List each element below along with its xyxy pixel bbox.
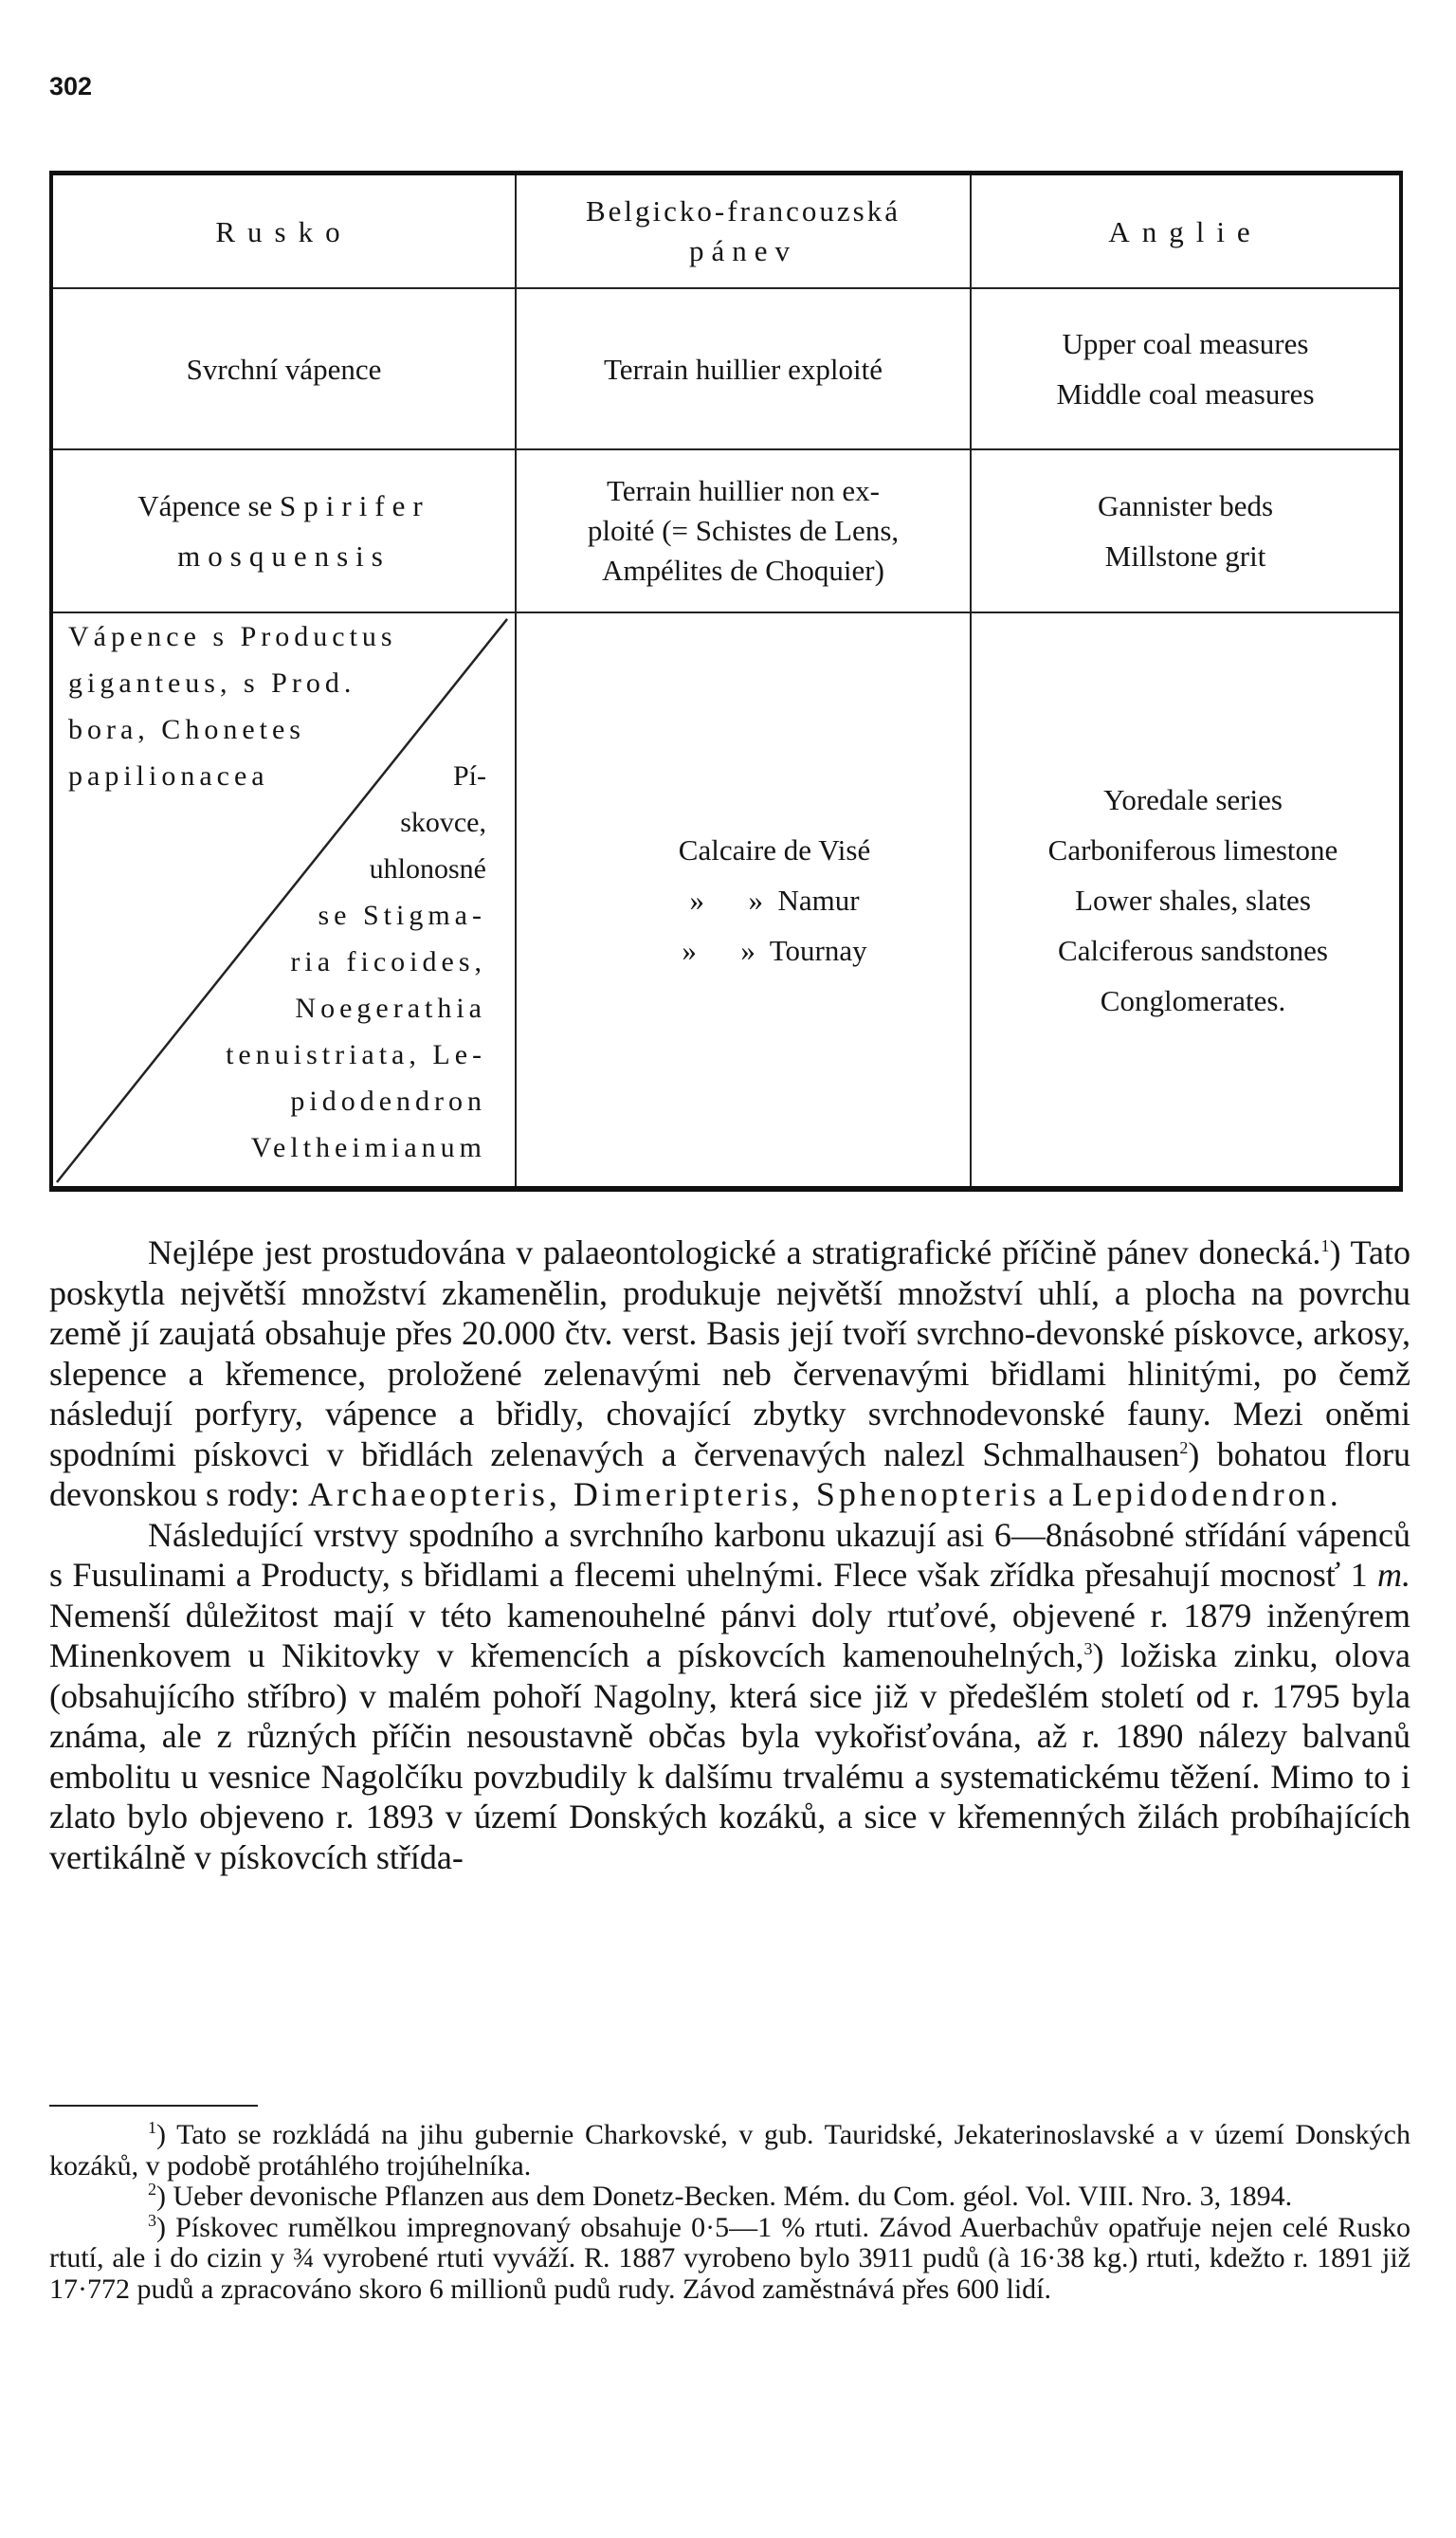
row2-england: Gannister beds Millstone grit — [971, 449, 1401, 612]
row3-russia-split-cell — [51, 612, 516, 1189]
table-header-row — [51, 173, 1401, 289]
row3-russia-limestone: Vápence s Productus giganteus, s Prod. bora, Chonetes papilionacea — [68, 621, 397, 792]
footnote-2: $^2$) Ueber devonische Pflanzen aus dem Donetz-Becken. Mém. du Com. géol. Vol. VIII. Nro. 3, 1894. — [148, 2180, 1293, 2212]
row3-russia-sandstone: Pí- skovce, uhlonosné se Stigma- ria ficoides, Noegerathia tenuistriata, Le- pidodendron Veltheimianum — [226, 760, 486, 1163]
paragraph-1: Nejlépe jest prostudována v palaeontologické a stratigrafické příčině pánev donecká.$^1$) Tato poskytla největší množství zkamenělin, produkuje největší množství uhlí, a plocha na povrchu země jí zaujatá obsahuje přes 20.000 čtv. verst. Basis její tvoří svrchno-devonské pískovce, arkosy, slepence a křemence, proložené zelenavými neb červenavými břidlami hlinitými, po čemž následují porfyry, vápence a břidly, chovající zbytky svrchnodevonské fauny. Mezi oněmi spodními pískovci v břidlách zelenavých a červenavých nalezl Schmalhausen$^2$) bohatou floru devonskou s rody: Archaeopteris, Dimeripteris, Sphenopteris a Lepidodendron. — [49, 1233, 1411, 1513]
header-russia: Rusko — [51, 173, 516, 289]
footnote-rule — [49, 2105, 258, 2107]
row3-england: Yoredale series Carboniferous limestone Lower shales, slates Calciferous sandstones Conglomerates. — [971, 612, 1401, 1189]
row1-russia: Svrchní vápence — [51, 288, 516, 449]
row1-england: Upper coal measures Middle coal measures — [971, 288, 1401, 449]
row3-belgian: Calcaire de Visé » » Namur » » Tournay — [516, 612, 971, 1189]
header-england: Anglie — [971, 173, 1401, 289]
page-number: 302 — [49, 72, 93, 100]
row2-russia: Vápence se Spirifer mosquensis — [51, 449, 516, 612]
paragraph-2: Následující vrstvy spodního a svrchního karbonu ukazují asi 6—8násobné střídání vápenců s Fusulinami a Producty, s břidlami a flecemi uhelnými. Flece však zřídka přesahují mocnosť 1 m. Nemenší důležitost mají v této kamenouhelné pánvi doly rtuťové, objevené r. 1879 inženýrem Minenkovem u Nikitovky v křemencích a pískovcích kamenouhelných,$^3$) ložiska zinku, olova (obsahujícího stříbro) v malém pohoří Nagolny, která sice již v předešlém století od r. 1795 byla známa, ale z různých příčin nesoustavně občas byla vykořisťována, až r. 1890 nálezy balvanů embolitu u vesnice Nagolčíku povzbudily k dalšímu trvalému a systematickému těžení. Mimo to i zlato bylo objeveno r. 1893 v území Donských kozáků, a sice v křemenných žilách probíhajících vertikálně v pískovcích střída- — [49, 1515, 1411, 1876]
table-row — [51, 612, 1401, 1189]
body-text — [49, 1232, 1410, 1877]
table-row — [51, 288, 1401, 449]
footnote-1: $^1$) Tato se rozkládá na jihu gubernie Charkovské, v gub. Tauridské, Jekaterinoslavské a v území Donských kozáků, v podobě protáhlého trojúhelníka. — [49, 2118, 1410, 2182]
footnotes — [49, 2120, 1410, 2305]
row2-belgian: Terrain huillier non ex- ploité (= Schistes de Lens, Ampélites de Choquier) — [516, 449, 971, 612]
stratigraphy-table — [49, 171, 1403, 1192]
footnote-3: $^3$) Pískovec rumělkou impregnovaný obsahuje 0·5—1 % rtuti. Závod Auerbachův opatřuje nejen celé Rusko rtutí, ale i do cizin y ¾ vyrobené rtuti vyváží. R. 1887 vyrobeno bylo 3911 pudů (à 16·38 kg.) rtuti, kdežto r. 1891 již 17·772 pudů a zpracováno skoro 6 millionů pudů rudy. Závod zaměstnává přes 600 lidí. — [49, 2210, 1410, 2305]
header-belgian: Belgicko-francouzská pánev — [516, 173, 971, 289]
row1-belgian: Terrain huillier exploité — [516, 288, 971, 449]
table-row — [51, 449, 1401, 612]
